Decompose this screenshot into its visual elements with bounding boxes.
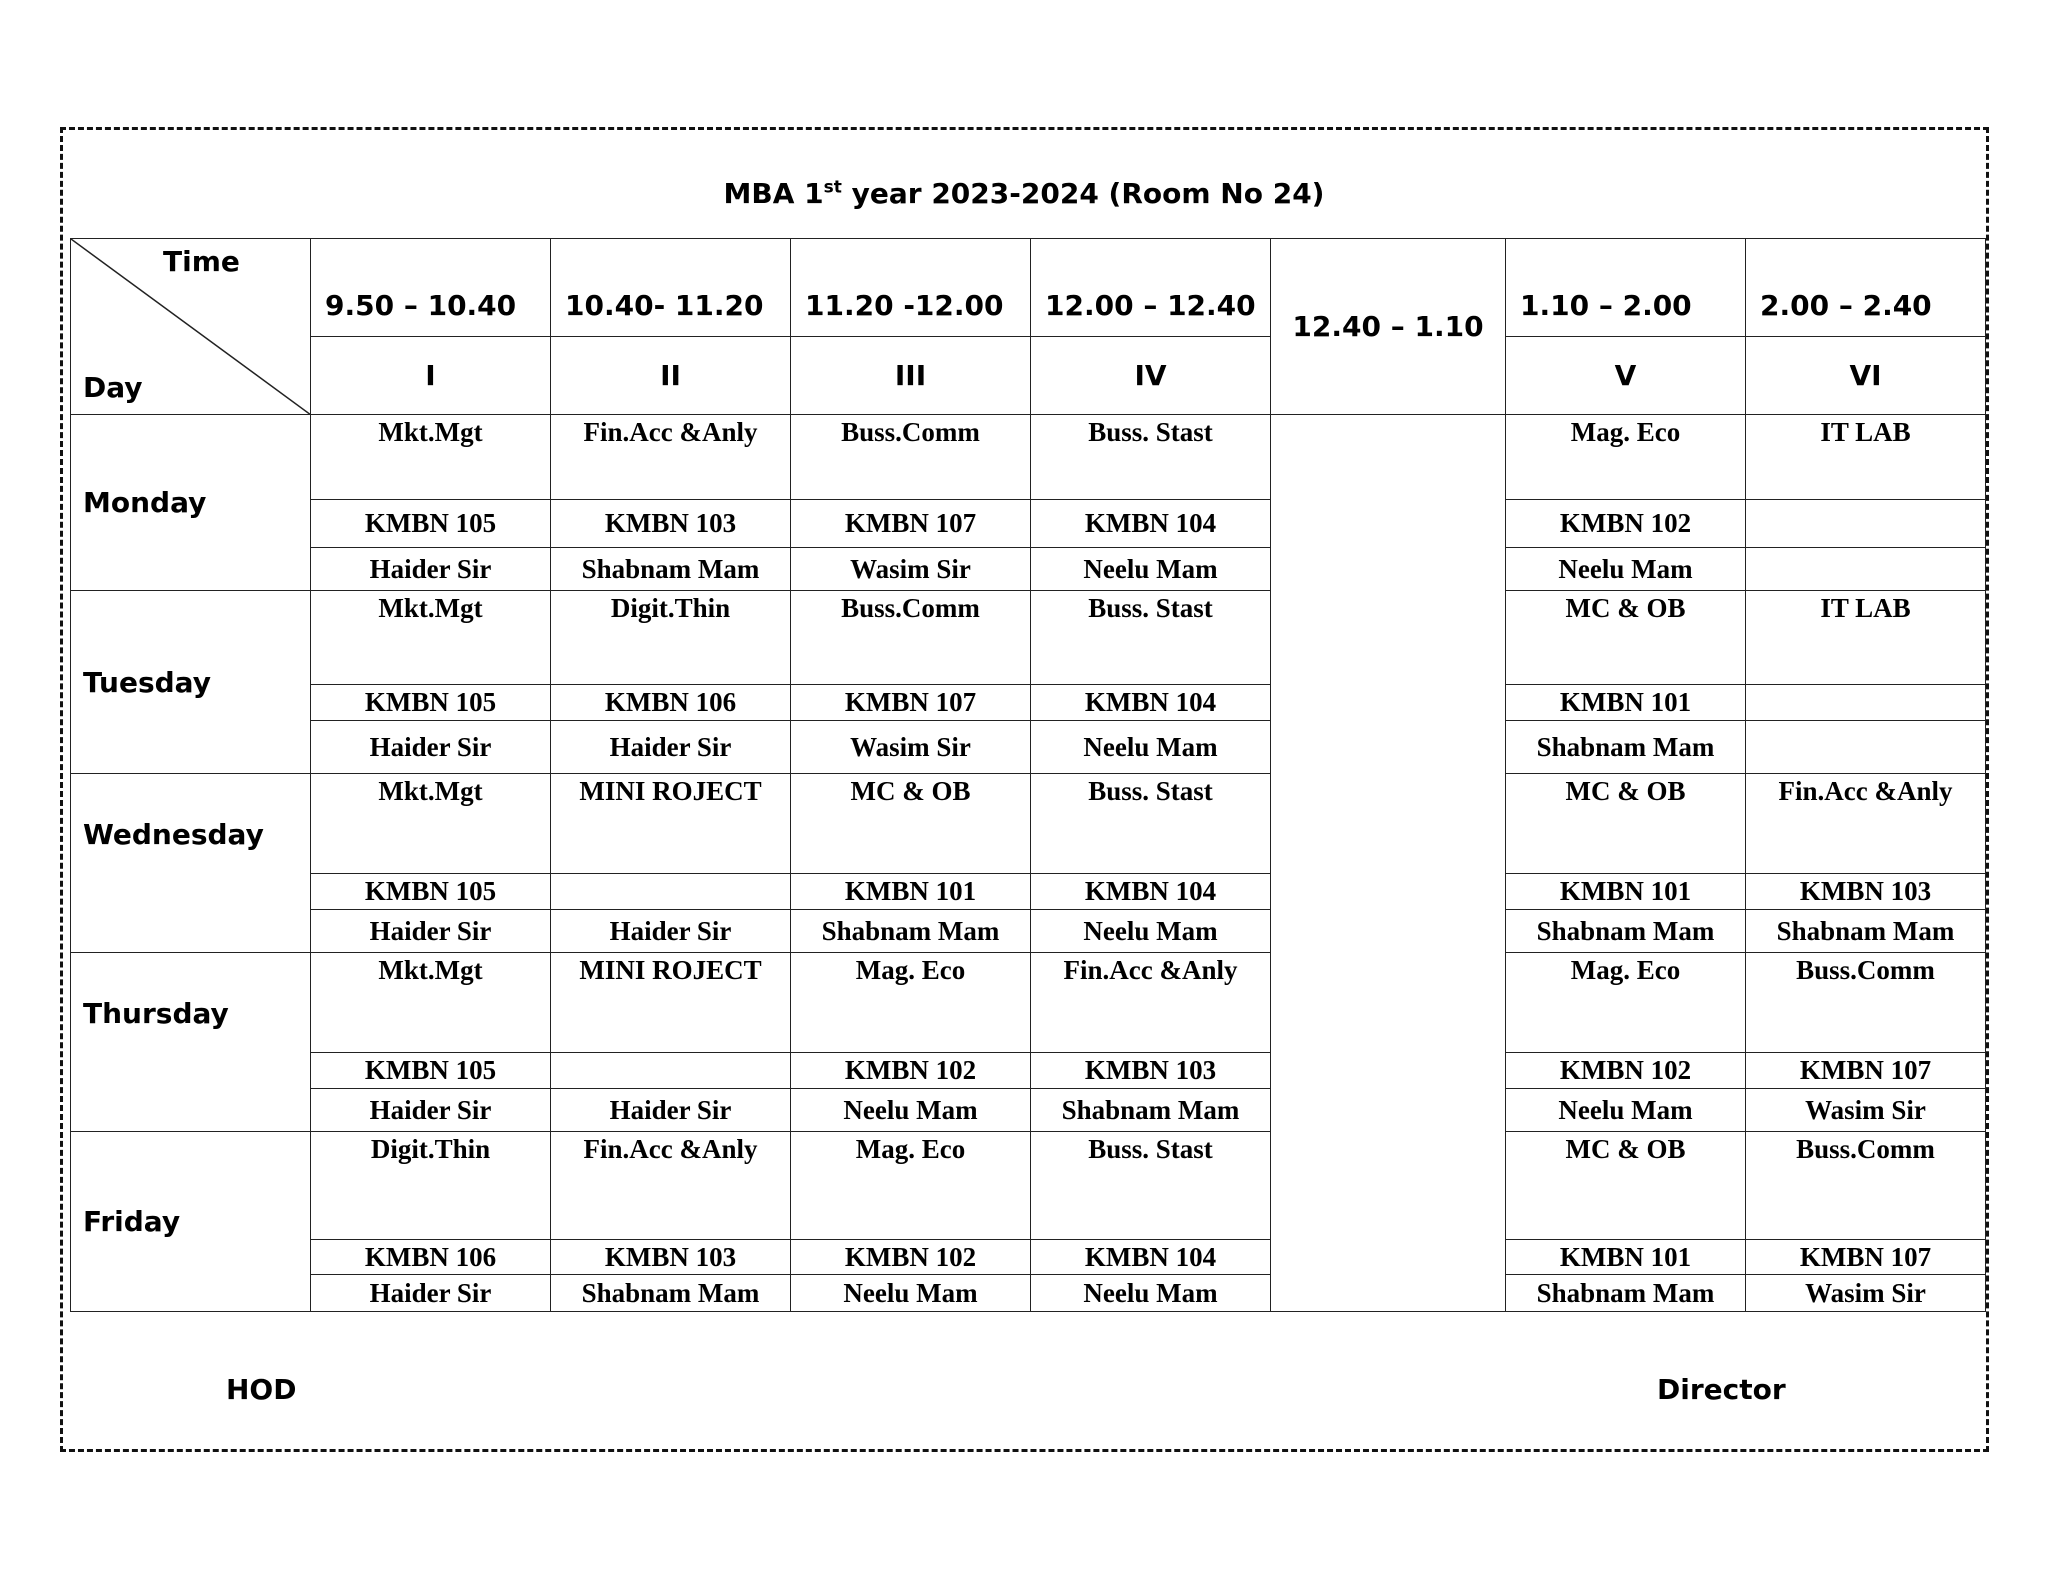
slot-code: KMBN 101	[791, 874, 1031, 910]
slot-teacher	[1746, 721, 1986, 774]
slot-teacher: Shabnam Mam	[1506, 1275, 1746, 1312]
slot-teacher: Shabnam Mam	[791, 910, 1031, 953]
slot-subject: Fin.Acc &Anly	[551, 415, 791, 500]
slot-subject: Buss. Stast	[1031, 774, 1271, 874]
slot-code: KMBN 104	[1031, 874, 1271, 910]
slot-teacher: Shabnam Mam	[1746, 910, 1986, 953]
slot-subject: Buss. Stast	[1031, 591, 1271, 685]
slot-teacher: Shabnam Mam	[1506, 910, 1746, 953]
slot-teacher: Wasim Sir	[1746, 1089, 1986, 1132]
slot-code: KMBN 101	[1506, 874, 1746, 910]
period-time-5: 1.10 – 2.00	[1506, 239, 1746, 337]
slot-teacher: Neelu Mam	[1031, 1275, 1271, 1312]
day-row-thursday-code	[71, 1053, 1986, 1089]
slot-code: KMBN 102	[791, 1053, 1031, 1089]
slot-teacher: Neelu Mam	[1031, 721, 1271, 774]
slot-code: KMBN 103	[1746, 874, 1986, 910]
slot-code: KMBN 103	[551, 500, 791, 548]
slot-subject: Fin.Acc &Anly	[1031, 953, 1271, 1053]
slot-subject: Buss.Comm	[1746, 953, 1986, 1053]
day-label: Monday	[71, 415, 311, 591]
lunch-break-time: 12.40 – 1.10	[1271, 239, 1506, 415]
slot-subject: Fin.Acc &Anly	[1746, 774, 1986, 874]
slot-code: KMBN 105	[311, 1053, 551, 1089]
day-row-friday-subject	[71, 1132, 1986, 1240]
slot-code: KMBN 104	[1031, 1240, 1271, 1275]
slot-subject: Mkt.Mgt	[311, 591, 551, 685]
slot-code: KMBN 105	[311, 685, 551, 721]
slot-code: KMBN 106	[311, 1240, 551, 1275]
slot-code: KMBN 103	[551, 1240, 791, 1275]
slot-code: KMBN 107	[791, 685, 1031, 721]
slot-code	[551, 1053, 791, 1089]
slot-code: KMBN 107	[1746, 1240, 1986, 1275]
slot-teacher: Shabnam Mam	[551, 1275, 791, 1312]
slot-teacher: Wasim Sir	[791, 721, 1031, 774]
slot-teacher: Neelu Mam	[1506, 1089, 1746, 1132]
slot-code: KMBN 101	[1506, 1240, 1746, 1275]
day-row-wednesday-teacher	[71, 910, 1986, 953]
day-row-tuesday-subject	[71, 591, 1986, 685]
slot-teacher: Neelu Mam	[1506, 548, 1746, 591]
slot-subject: Mag. Eco	[1506, 953, 1746, 1053]
day-label: Tuesday	[71, 591, 311, 774]
period-number-4: IV	[1031, 337, 1271, 415]
header-row-times	[71, 239, 1986, 337]
slot-subject: Buss.Comm	[1746, 1132, 1986, 1240]
period-number-5: V	[1506, 337, 1746, 415]
slot-teacher: Neelu Mam	[1031, 548, 1271, 591]
lunch-break-column	[1271, 415, 1506, 1312]
slot-subject: Digit.Thin	[311, 1132, 551, 1240]
slot-subject: Mkt.Mgt	[311, 774, 551, 874]
slot-code: KMBN 107	[791, 500, 1031, 548]
slot-subject: Buss.Comm	[791, 415, 1031, 500]
slot-teacher: Haider Sir	[311, 721, 551, 774]
slot-subject: Mkt.Mgt	[311, 415, 551, 500]
title-superscript: st	[823, 177, 842, 198]
day-row-monday-code	[71, 500, 1986, 548]
slot-subject: MC & OB	[1506, 591, 1746, 685]
slot-subject: Mag. Eco	[791, 1132, 1031, 1240]
slot-subject: Digit.Thin	[551, 591, 791, 685]
slot-code: KMBN 102	[791, 1240, 1031, 1275]
slot-code	[1746, 685, 1986, 721]
period-time-2: 10.40- 11.20	[551, 239, 791, 337]
day-row-wednesday-code	[71, 874, 1986, 910]
slot-subject: Fin.Acc &Anly	[551, 1132, 791, 1240]
slot-code	[551, 874, 791, 910]
slot-code: KMBN 102	[1506, 500, 1746, 548]
period-number-3: III	[791, 337, 1031, 415]
day-label: Wednesday	[71, 774, 311, 953]
slot-teacher: Wasim Sir	[1746, 1275, 1986, 1312]
period-number-1: I	[311, 337, 551, 415]
slot-subject: Mag. Eco	[1506, 415, 1746, 500]
day-label: Thursday	[71, 953, 311, 1132]
hod-signature-label: HOD	[226, 1373, 297, 1406]
slot-code: KMBN 104	[1031, 500, 1271, 548]
slot-subject: IT LAB	[1746, 415, 1986, 500]
slot-teacher	[1746, 548, 1986, 591]
slot-code: KMBN 104	[1031, 685, 1271, 721]
day-row-thursday-teacher	[71, 1089, 1986, 1132]
day-row-monday-subject	[71, 415, 1986, 500]
slot-teacher: Shabnam Mam	[1506, 721, 1746, 774]
day-row-monday-teacher	[71, 548, 1986, 591]
day-label: Friday	[71, 1132, 311, 1312]
slot-teacher: Shabnam Mam	[1031, 1089, 1271, 1132]
day-row-wednesday-subject	[71, 774, 1986, 874]
timetable-title	[0, 177, 2048, 210]
slot-subject: MC & OB	[1506, 774, 1746, 874]
slot-code	[1746, 500, 1986, 548]
slot-code: KMBN 102	[1506, 1053, 1746, 1089]
slot-subject: Mag. Eco	[791, 953, 1031, 1053]
slot-subject: MC & OB	[791, 774, 1031, 874]
slot-teacher: Shabnam Mam	[551, 548, 791, 591]
slot-subject: MC & OB	[1506, 1132, 1746, 1240]
slot-code: KMBN 101	[1506, 685, 1746, 721]
slot-teacher: Haider Sir	[311, 548, 551, 591]
slot-code: KMBN 106	[551, 685, 791, 721]
slot-teacher: Haider Sir	[551, 1089, 791, 1132]
slot-subject: Buss. Stast	[1031, 415, 1271, 500]
period-time-6: 2.00 – 2.40	[1746, 239, 1986, 337]
corner-day-label: Day	[83, 371, 143, 404]
title-suffix: year 2023-2024 (Room No 24)	[841, 177, 1325, 210]
slot-teacher: Haider Sir	[551, 910, 791, 953]
slot-teacher: Haider Sir	[311, 1089, 551, 1132]
day-row-friday-teacher	[71, 1275, 1986, 1312]
director-signature-label: Director	[1657, 1373, 1786, 1406]
period-number-6: VI	[1746, 337, 1986, 415]
slot-subject: Buss.Comm	[791, 591, 1031, 685]
slot-teacher: Haider Sir	[311, 1275, 551, 1312]
period-number-2: II	[551, 337, 791, 415]
time-day-corner-cell	[71, 239, 311, 415]
day-row-thursday-subject	[71, 953, 1986, 1053]
slot-teacher: Haider Sir	[551, 721, 791, 774]
slot-teacher: Neelu Mam	[1031, 910, 1271, 953]
day-row-tuesday-teacher	[71, 721, 1986, 774]
slot-code: KMBN 105	[311, 500, 551, 548]
slot-teacher: Haider Sir	[311, 910, 551, 953]
slot-code: KMBN 107	[1746, 1053, 1986, 1089]
slot-subject: IT LAB	[1746, 591, 1986, 685]
day-row-friday-code	[71, 1240, 1986, 1275]
slot-teacher: Neelu Mam	[791, 1275, 1031, 1312]
header-row-periods	[71, 337, 1986, 415]
slot-subject: MINI ROJECT	[551, 774, 791, 874]
slot-teacher: Neelu Mam	[791, 1089, 1031, 1132]
slot-subject: MINI ROJECT	[551, 953, 791, 1053]
slot-code: KMBN 105	[311, 874, 551, 910]
period-time-4: 12.00 – 12.40	[1031, 239, 1271, 337]
slot-subject: Buss. Stast	[1031, 1132, 1271, 1240]
day-row-tuesday-code	[71, 685, 1986, 721]
corner-time-label: Time	[163, 245, 240, 278]
slot-code: KMBN 103	[1031, 1053, 1271, 1089]
slot-subject: Mkt.Mgt	[311, 953, 551, 1053]
period-time-3: 11.20 -12.00	[791, 239, 1031, 337]
period-time-1: 9.50 – 10.40	[311, 239, 551, 337]
slot-teacher: Wasim Sir	[791, 548, 1031, 591]
title-prefix: MBA 1	[723, 177, 824, 210]
timetable	[70, 238, 1986, 1312]
